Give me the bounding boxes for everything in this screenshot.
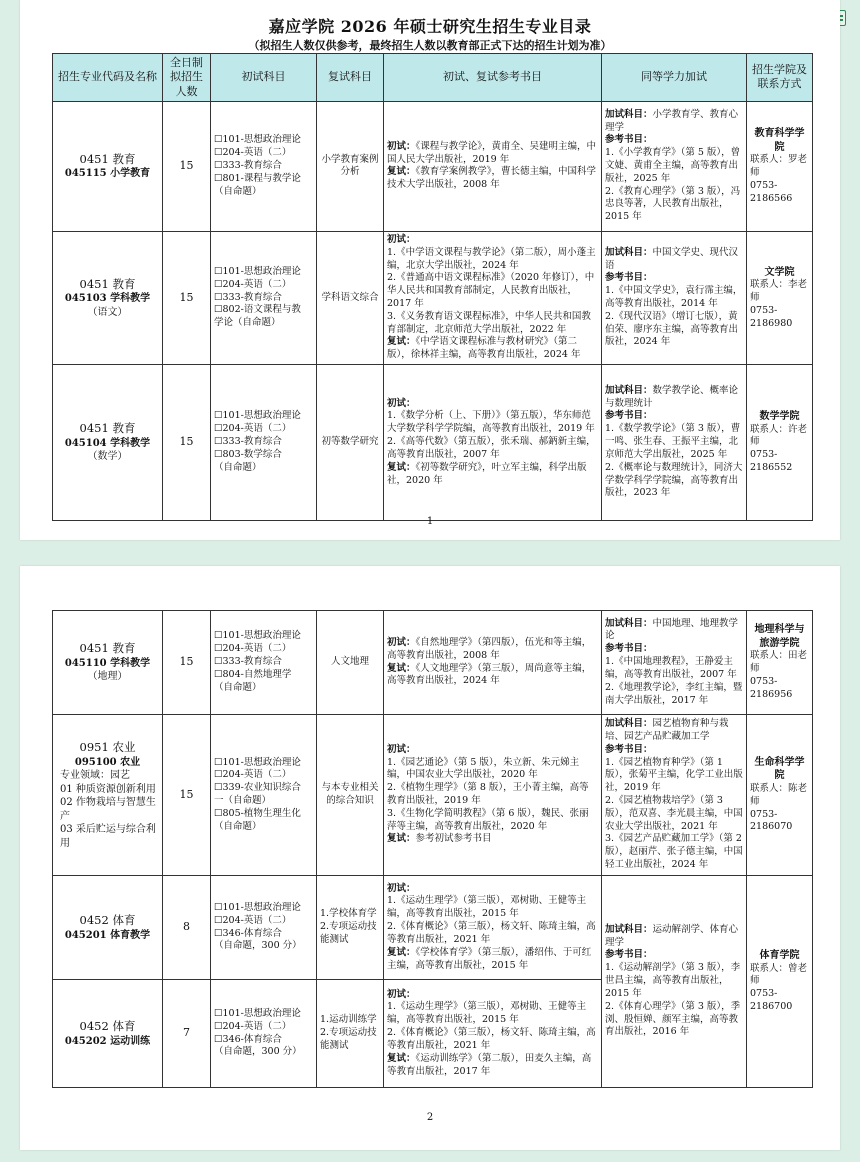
- contact-person: 联系人：李老师: [750, 279, 808, 303]
- additional-book: 1.《园艺植物育种学》（第 1 版），张菊平主编，化学工业出版社，2019 年: [605, 756, 743, 794]
- reference-entry: [387, 921, 598, 947]
- exam-subject: ☐346-体育综合: [214, 927, 282, 939]
- additional-subjects: [605, 618, 743, 644]
- table-row: [53, 715, 813, 876]
- header-exam: 初试科目: [211, 54, 317, 102]
- additional-books-label: 参考书目：: [605, 643, 653, 655]
- contact-person: 联系人：田老师: [750, 650, 808, 675]
- college-name: 生命科学学院: [754, 756, 805, 782]
- major-cell: [53, 980, 163, 1088]
- additional-test-cell: [602, 876, 747, 1088]
- admissions-table-page-2: [52, 610, 813, 1088]
- major-category: 0451 教育: [79, 276, 136, 291]
- major-code: 045202 运动训练: [64, 1035, 151, 1047]
- exam-subject: ☐346-体育综合: [214, 1033, 282, 1045]
- major-field: 02 作物栽培与智慧生产: [60, 797, 156, 822]
- reference-entry: [387, 311, 598, 337]
- reference-entry: [387, 947, 598, 973]
- page-number: 2: [426, 1112, 434, 1123]
- reference-text: 1.《数学分析（上、下册）》（第五版），华东师范大学数学科学学院编，高等教育出版社，2019 年: [387, 410, 595, 435]
- additional-test-cell: [602, 101, 747, 231]
- reference-entry: [387, 1027, 598, 1053]
- additional-books-label: 参考书目：: [605, 134, 653, 146]
- exam-subject: ☐801-课程与教学论: [214, 172, 301, 184]
- additional-test-cell: [602, 231, 747, 364]
- exam-subject: ☐101-思想政治理论: [214, 410, 301, 422]
- exam-subject: ☐204-英语（二）: [214, 1020, 292, 1032]
- major-code: 045115 小学教育: [64, 168, 151, 180]
- additional-book: 1.《小学教育学》（第 5 版），曾文婕、黄甫全主编，高等教育出版社，2025 年: [605, 147, 741, 184]
- major-field: 03 采后贮运与综合利用: [60, 824, 156, 849]
- table-row: [53, 365, 813, 521]
- major-code: 095100 农业: [74, 756, 141, 768]
- page-number: 1: [426, 516, 434, 527]
- exam-subject: 学论（自命题）: [214, 317, 281, 329]
- additional-book: 2.《现代汉语》（增订七版），黄伯荣、廖序东主编，高等教育出版社，2024 年: [605, 310, 739, 348]
- major-code: 045110 学科教学: [64, 657, 151, 669]
- retest-subject: 与本专业相关的综合知识: [317, 715, 384, 876]
- additional-label: 加试科目：: [605, 923, 653, 935]
- college-contact-cell: [747, 101, 813, 231]
- reference-entry: [387, 744, 598, 757]
- reference-entry: [387, 1053, 598, 1079]
- enrollment-count: 15: [163, 365, 211, 521]
- reference-label: 复试：: [387, 336, 416, 348]
- additional-label: 加试科目：: [605, 108, 653, 120]
- reference-books-cell: [384, 611, 602, 715]
- exam-subject: ☐101-思想政治理论: [214, 265, 301, 277]
- reference-books-cell: [384, 980, 602, 1088]
- reference-text: 1.《运动生理学》（第三版），邓树勋、王健等主编，高等教育出版社，2015 年: [387, 1001, 587, 1026]
- exam-subject: ☐802-语文课程与教: [214, 304, 301, 316]
- additional-books-label: 参考书目：: [605, 410, 653, 422]
- reference-entry: [387, 247, 598, 273]
- major-category: 0452 体育: [79, 1018, 136, 1033]
- reference-entry: [387, 895, 598, 921]
- reference-entry: [387, 808, 598, 834]
- exam-subjects-cell: [211, 715, 317, 876]
- major-direction: 专业领域：园艺: [60, 770, 130, 781]
- contact-phone: 0753-2186980: [750, 304, 793, 329]
- document-page-1: [20, 0, 840, 540]
- reference-books-cell: [384, 876, 602, 980]
- reference-entry: [387, 436, 598, 462]
- exam-subjects-cell: [211, 611, 317, 715]
- major-category: 0451 教育: [79, 641, 136, 656]
- major-cell: [53, 611, 163, 715]
- document-page-2: [20, 566, 840, 1150]
- enrollment-count: 15: [163, 715, 211, 876]
- additional-book: 2.《教育心理学》（第 3 版），冯忠良等著，人民教育出版社，2015 年: [605, 185, 741, 223]
- retest-subject: 学科语文综合: [317, 231, 384, 364]
- reference-entry: [387, 462, 598, 488]
- retest-subject: 人文地理: [317, 611, 384, 715]
- reference-text: 《教育学案例教学》，曹长德主编，中国科学技术大学出版社，2008 年: [387, 166, 597, 191]
- exam-subject: （自命题，300 分）: [214, 1046, 302, 1058]
- college-contact-cell: [747, 365, 813, 521]
- reference-label: 初试：: [387, 988, 416, 1000]
- additional-book: 2.《体育心理学》（第 3 版），季浏、殷恒婵、颜军主编，高等教育出版社，2016 年: [605, 1000, 741, 1038]
- exam-subject: ☐333-教育综合: [214, 159, 282, 171]
- major-code: 045104 学科教学: [64, 437, 151, 449]
- enrollment-count: 15: [163, 231, 211, 364]
- college-contact-cell: [747, 715, 813, 876]
- reference-entry: [387, 1001, 598, 1027]
- reference-text: 1.《中学语文课程与教学论》（第二版），周小蓬主编，北京大学出版社，2024 年: [387, 246, 596, 271]
- retest-subject: 初等数学研究: [317, 365, 384, 521]
- reference-text: 2.《高等代数》（第五版），张禾瑞、郝鈵新主编，高等教育出版社，2007 年: [387, 436, 596, 460]
- reference-entry: [387, 883, 598, 896]
- additional-subjects: [605, 247, 743, 273]
- reference-text: 《中学语文课程标准与教材研究》（第二版），徐林祥主编，高等教育出版社，2024 年: [387, 336, 581, 361]
- reference-books-cell: [384, 231, 602, 364]
- reference-entry: [387, 410, 598, 436]
- reference-text: 1.《园艺通论》（第 5 版），朱立新、朱元娣主编，中国农业大学出版社，2020 年: [387, 756, 580, 781]
- enrollment-count: 15: [163, 101, 211, 231]
- table-row: [53, 611, 813, 715]
- reference-entry: [387, 234, 598, 247]
- header-count: 全日制拟招生人数: [163, 54, 211, 102]
- contact-person: 联系人：曾老师: [750, 962, 808, 987]
- college-name: 教育科学学院: [754, 128, 805, 153]
- major-category: 0452 体育: [79, 912, 136, 927]
- reference-label: 复试：: [387, 1052, 416, 1064]
- major-direction: （地理）: [87, 671, 128, 683]
- contact-person: 联系人：许老师: [750, 423, 808, 448]
- exam-subject: ☐204-英语（二）: [214, 423, 292, 435]
- additional-book: 1.《运动解剖学》（第 3 版），李世昌主编，高等教育出版社，2015 年: [605, 962, 741, 999]
- reference-text: 《课程与教学论》，黄甫全、吴建明主编，中国人民大学出版社，2019 年: [387, 140, 597, 165]
- additional-subject-text: 小学教育学、教育心理学: [605, 108, 739, 133]
- exam-subject: （自命题，300 分）: [214, 940, 302, 952]
- reference-entry: [387, 398, 598, 411]
- additional-subjects: [605, 718, 743, 744]
- retest-subject: 1.运动训练学 2.专项运动技能测试: [317, 980, 384, 1088]
- college-name: 文学院: [764, 266, 795, 278]
- major-cell: [53, 231, 163, 364]
- exam-subject: ☐204-英语（二）: [214, 278, 292, 290]
- additional-subjects: [605, 109, 743, 135]
- reference-text: 3.《生物化学简明教程》（第 6 版），魏民、张丽萍等主编，高等教育出版社，2020 年: [387, 807, 589, 832]
- contact-phone: 0753-2186566: [750, 179, 793, 204]
- major-cell: [53, 365, 163, 521]
- additional-label: 加试科目：: [605, 617, 653, 629]
- exam-subject: ☐803-数学综合: [214, 448, 282, 460]
- major-code: 045201 体育教学: [64, 929, 151, 941]
- reference-text: 《初等数学研究》，叶立军主编，科学出版社，2020 年: [387, 461, 587, 486]
- additional-subject-text: 中国文学史、现代汉语: [605, 246, 739, 271]
- additional-book: 3.《园艺产品贮藏加工学》（第 2 版），赵丽芹、张子德主编，中国轻工业出版社，2024 年: [605, 833, 743, 871]
- additional-book: 1.《中国地理教程》，王静爱主编，高等教育出版社，2007 年: [605, 656, 737, 680]
- exam-subject: ☐204-英语（二）: [214, 643, 292, 655]
- reference-label: 初试：: [387, 743, 416, 755]
- exam-subject: ☐101-思想政治理论: [214, 1007, 301, 1019]
- major-category: 0951 农业: [79, 739, 136, 754]
- additional-label: 加试科目：: [605, 384, 653, 396]
- additional-subject-text: 园艺植物育种与栽培、园艺产品贮藏加工学: [605, 718, 729, 742]
- contact-phone: 0753-2186700: [750, 988, 793, 1013]
- header-refs: 初试、复试参考书目: [384, 54, 602, 102]
- exam-subject: ☐339-农业知识综合: [214, 782, 301, 794]
- reference-text: 《运动训练学》（第二版），田麦久主编，高等教育出版社，2017 年: [387, 1052, 592, 1077]
- reference-text: 1.《运动生理学》（第三版），邓树勋、王健等主编，高等教育出版社，2015 年: [387, 895, 587, 920]
- reference-label: 初试：: [387, 140, 416, 152]
- additional-books-label: 参考书目：: [605, 949, 653, 961]
- reference-text: 2.《普通高中语文课程标准》（2020 年修订），中华人民共和国教育部制定，人民教育出版社，2017 年: [387, 272, 595, 309]
- reference-text: 《自然地理学》（第四版），伍光和等主编，高等教育出版社，2008 年: [387, 636, 592, 661]
- header-retest: 复试科目: [317, 54, 384, 102]
- document-title: 嘉应学院 2026 年硕士研究生招生专业目录: [268, 17, 592, 36]
- college-name: 数学学院: [759, 411, 800, 423]
- reference-label: 初试：: [387, 882, 416, 894]
- exam-subject: （自命题）: [214, 681, 262, 693]
- contact-person: 联系人：陈老师: [750, 782, 808, 807]
- contact-person: 联系人：罗老师: [750, 154, 808, 179]
- major-direction: （数学）: [87, 451, 128, 463]
- reference-entry: [387, 166, 598, 192]
- college-contact-cell: [747, 611, 813, 715]
- reference-text: 2.《体育概论》（第三版），杨文轩、陈琦主编，高等教育出版社，2021 年: [387, 1027, 596, 1051]
- enrollment-count: 8: [163, 876, 211, 980]
- reference-label: 复试：: [387, 946, 416, 958]
- reference-label: 复试：: [387, 662, 416, 674]
- retest-subject: 小学教育案例分析: [317, 101, 384, 231]
- exam-subjects-cell: [211, 101, 317, 231]
- table-row: [53, 101, 813, 231]
- reference-entry: [387, 663, 598, 689]
- additional-test-cell: [602, 715, 747, 876]
- exam-subject: ☐204-英语（二）: [214, 769, 292, 781]
- header-major: 招生专业代码及名称: [53, 54, 163, 102]
- reference-books-cell: [384, 365, 602, 521]
- exam-subject: ☐204-英语（二）: [214, 914, 292, 926]
- exam-subjects-cell: [211, 365, 317, 521]
- reference-label: 复试：: [387, 461, 416, 473]
- retest-subject: 1.学校体育学 2.专项运动技能测试: [317, 876, 384, 980]
- enrollment-count: 15: [163, 611, 211, 715]
- exam-subject: ☐804-自然地理学: [214, 668, 292, 680]
- exam-subject: （自命题）: [214, 185, 262, 197]
- reference-entry: [387, 782, 598, 808]
- exam-subject: ☐333-教育综合: [214, 436, 282, 448]
- additional-subjects: [605, 924, 743, 950]
- major-category: 0451 教育: [79, 421, 136, 436]
- exam-subjects-cell: [211, 876, 317, 980]
- college-contact-cell: [747, 231, 813, 364]
- additional-test-cell: [602, 365, 747, 521]
- reference-label: 复试：: [387, 166, 416, 178]
- exam-subject: ☐101-思想政治理论: [214, 901, 301, 913]
- major-field: 01 种质资源创新利用: [60, 783, 156, 795]
- reference-text: 2.《体育概论》（第三版），杨文轩、陈琦主编，高等教育出版社，2021 年: [387, 921, 596, 945]
- additional-subjects: [605, 385, 743, 411]
- reference-entry: [387, 757, 598, 783]
- additional-subject-text: 运动解剖学、体育心理学: [605, 923, 739, 948]
- enrollment-count: 7: [163, 980, 211, 1088]
- major-direction: （语文）: [87, 306, 128, 318]
- reference-entry: [387, 141, 598, 167]
- exam-subjects-cell: [211, 231, 317, 364]
- contact-phone: 0753-2186956: [750, 676, 793, 700]
- header-additional: 同等学力加试: [602, 54, 747, 102]
- reference-label: 复试：: [387, 833, 416, 845]
- reference-label: 初试：: [387, 233, 416, 245]
- contact-phone: 0753-2186070: [750, 808, 793, 833]
- exam-subject: （自命题）: [214, 820, 262, 832]
- additional-books-label: 参考书目：: [605, 272, 653, 284]
- header-college: 招生学院及联系方式: [747, 54, 813, 102]
- reference-label: 初试：: [387, 397, 416, 409]
- exam-subject: （自命题）: [214, 461, 262, 473]
- major-cell: [53, 715, 163, 876]
- reference-entry: [387, 272, 598, 310]
- reference-entry: [387, 989, 598, 1002]
- reference-books-cell: [384, 101, 602, 231]
- additional-test-cell: [602, 611, 747, 715]
- major-code: 045103 学科教学: [64, 293, 151, 305]
- additional-label: 加试科目：: [605, 246, 653, 258]
- additional-book: 2.《园艺植物栽培学》（第 3 版），范双喜、李光晨主编，中国农业大学出版社，2021 年: [605, 795, 743, 832]
- major-cell: [53, 101, 163, 231]
- additional-book: 1.《中国文学史》，袁行霈主编，高等教育出版社，2014 年: [605, 285, 743, 309]
- table-row: [53, 231, 813, 364]
- exam-subject: ☐101-思想政治理论: [214, 756, 301, 768]
- major-cell: [53, 876, 163, 980]
- reference-label: 初试：: [387, 636, 416, 648]
- reference-entry: [387, 833, 598, 846]
- additional-books-label: 参考书目：: [605, 743, 653, 755]
- major-category: 0451 教育: [79, 151, 136, 166]
- additional-book: 1.《数学教学论》（第 3 版），曹一鸣、张生春、王振平主编，北京师范大学出版社，2025 年: [605, 423, 741, 460]
- document-subtitle: （拟招生人数仅供参考，最终招生人数以教育部正式下达的招生计划为准）: [248, 39, 612, 52]
- table-header-row: [53, 54, 813, 102]
- additional-subject-text: 中国地理、地理教学论: [605, 617, 739, 642]
- exam-subject: ☐805-植物生理生化: [214, 807, 301, 819]
- college-contact-cell: [747, 876, 813, 1088]
- reference-books-cell: [384, 715, 602, 876]
- reference-text: 《人文地理学》（第三版），周尚意等主编，高等教育出版社，2024 年: [387, 662, 592, 687]
- exam-subject: ☐101-思想政治理论: [214, 630, 301, 642]
- contact-phone: 0753-2186552: [750, 449, 793, 474]
- admissions-table-page-1: [52, 53, 813, 521]
- reference-text: 3.《义务教育语文课程标准》，中华人民共和国教育部制定，北京师范大学出版社，2022 年: [387, 310, 591, 335]
- reference-text: 《学校体育学》（第三版），潘绍伟、于可红主编，高等教育出版社，2015 年: [387, 946, 592, 971]
- reference-entry: [387, 637, 598, 663]
- reference-text: 2.《植物生理学》（第 8 版），王小菁主编，高等教育出版社，2019 年: [387, 782, 589, 806]
- reference-entry: [387, 336, 598, 362]
- additional-book: 2.《概率论与数理统计》，同济大学数学科学学院编，高等教育出版社，2023 年: [605, 461, 743, 499]
- exam-subjects-cell: [211, 980, 317, 1088]
- exam-subject: ☐333-教育综合: [214, 656, 282, 668]
- additional-book: 2.《地理教学论》，李红主编，暨南大学出版社，2017 年: [605, 681, 743, 706]
- additional-label: 加试科目：: [605, 718, 653, 730]
- additional-subject-text: 数学教学论、概率论与数理统计: [605, 384, 739, 409]
- exam-subject: ☐204-英语（二）: [214, 147, 292, 159]
- table-row: [53, 876, 813, 980]
- exam-subject: 一（自命题）: [214, 795, 272, 806]
- exam-subject: ☐333-教育综合: [214, 291, 282, 303]
- reference-text: 参考初试参考书目: [415, 833, 492, 845]
- college-name: 体育学院: [759, 950, 800, 962]
- college-name: 地理科学与旅游学院: [754, 624, 805, 649]
- exam-subject: ☐101-思想政治理论: [214, 134, 301, 146]
